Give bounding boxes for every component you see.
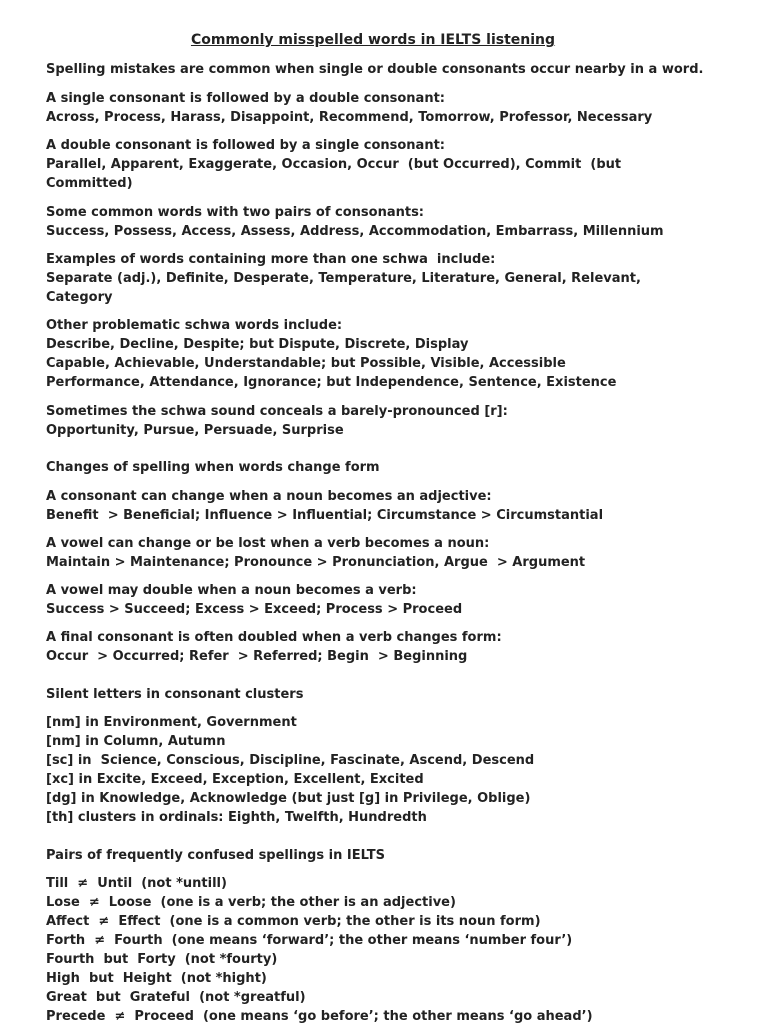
section-title: Silent letters in consonant clusters	[46, 687, 304, 702]
section-heading: A vowel can change or be lost when a verb becomes a noun:	[46, 536, 490, 551]
intro-text: Spelling mistakes are common when single or double consonants occur nearby in a word.	[46, 62, 704, 77]
list-item: [sc] in Science, Conscious, Discipline, Fascinate, Ascend, Descend	[46, 753, 535, 768]
section-heading: A single consonant is followed by a double consonant:	[46, 91, 445, 106]
conceals-section	[46, 402, 746, 440]
two-pairs-section	[46, 203, 746, 241]
section-heading: A vowel may double when a noun becomes a verb:	[46, 583, 417, 598]
section-heading: A double consonant is followed by a single consonant:	[46, 138, 445, 153]
section-title: Pairs of frequently confused spellings in IELTS	[46, 848, 385, 863]
single-double-section	[46, 89, 746, 127]
word-list-line: Parallel, Apparent, Exaggerate, Occasion, Occur (but Occurred), Commit (but	[46, 157, 622, 172]
word-list: Occur > Occurred; Refer > Referred; Begin > Beginning	[46, 649, 468, 664]
list-item: Till ≠ Until (not *untill)	[46, 876, 227, 891]
list-item: Lose ≠ Loose (one is a verb; the other is an adjective)	[46, 895, 456, 910]
word-list-line: Committed)	[46, 176, 133, 191]
section-heading: A consonant can change when a noun becomes an adjective:	[46, 489, 492, 504]
list-item: Forth ≠ Fourth (one means ‘forward’; the other means ‘number four’)	[46, 933, 573, 948]
final-consonant-section	[46, 628, 746, 666]
word-list: Success > Succeed; Excess > Exceed; Process > Proceed	[46, 602, 463, 617]
section-heading: A final consonant is often doubled when a verb changes form:	[46, 630, 502, 645]
list-item: [nm] in Environment, Government	[46, 715, 297, 730]
word-list: Opportunity, Pursue, Persuade, Surprise	[46, 423, 344, 438]
list-item: High but Height (not *hight)	[46, 971, 267, 986]
word-list-line: Performance, Attendance, Ignorance; but Independence, Sentence, Existence	[46, 375, 617, 390]
list-item: [dg] in Knowledge, Acknowledge (but just [g] in Privilege, Oblige)	[46, 791, 531, 806]
vowel-double-section	[46, 581, 746, 619]
changes-heading-block	[46, 458, 746, 477]
silent-heading-block	[46, 685, 746, 704]
word-list-line: Capable, Achievable, Understandable; but Possible, Visible, Accessible	[46, 356, 566, 371]
silent-letters-list	[46, 713, 746, 827]
list-item: Fourth but Forty (not *fourty)	[46, 952, 278, 967]
pairs-heading-block	[46, 846, 746, 865]
word-list: Success, Possess, Access, Assess, Address, Accommodation, Embarrass, Millennium	[46, 224, 664, 239]
intro-paragraph	[46, 60, 746, 79]
word-list-line: Describe, Decline, Despite; but Dispute, Discrete, Display	[46, 337, 469, 352]
consonant-change-section	[46, 487, 746, 525]
list-item: Precede ≠ Proceed (one means ‘go before’; the other means ‘go ahead’)	[46, 1009, 593, 1024]
section-title: Changes of spelling when words change form	[46, 460, 380, 475]
word-list-line: Separate (adj.), Definite, Desperate, Temperature, Literature, General, Relevant,	[46, 271, 641, 286]
list-item: [xc] in Excite, Exceed, Exception, Excellent, Excited	[46, 772, 424, 787]
problematic-schwa-section	[46, 316, 746, 392]
pairs-list	[46, 874, 746, 1026]
list-item: Great but Grateful (not *greatful)	[46, 990, 306, 1005]
section-heading: Sometimes the schwa sound conceals a barely-pronounced [r]:	[46, 404, 508, 419]
section-heading: Other problematic schwa words include:	[46, 318, 343, 333]
word-list-line: Category	[46, 290, 113, 305]
vowel-change-section	[46, 534, 746, 572]
list-item: [nm] in Column, Autumn	[46, 734, 226, 749]
list-item: Affect ≠ Effect (one is a common verb; the other is its noun form)	[46, 914, 541, 929]
word-list: Benefit > Beneficial; Influence > Influential; Circumstance > Circumstantial	[46, 508, 604, 523]
word-list: Across, Process, Harass, Disappoint, Recommend, Tomorrow, Professor, Necessary	[46, 110, 653, 125]
section-heading: Some common words with two pairs of consonants:	[46, 205, 425, 220]
page-title: Commonly misspelled words in IELTS listening	[190, 32, 556, 48]
double-single-section	[46, 136, 746, 193]
list-item: [th] clusters in ordinals: Eighth, Twelfth, Hundredth	[46, 810, 427, 825]
word-list: Maintain > Maintenance; Pronounce > Pronunciation, Argue > Argument	[46, 555, 586, 570]
section-heading: Examples of words containing more than one schwa include:	[46, 252, 496, 267]
schwa-section	[46, 250, 746, 307]
